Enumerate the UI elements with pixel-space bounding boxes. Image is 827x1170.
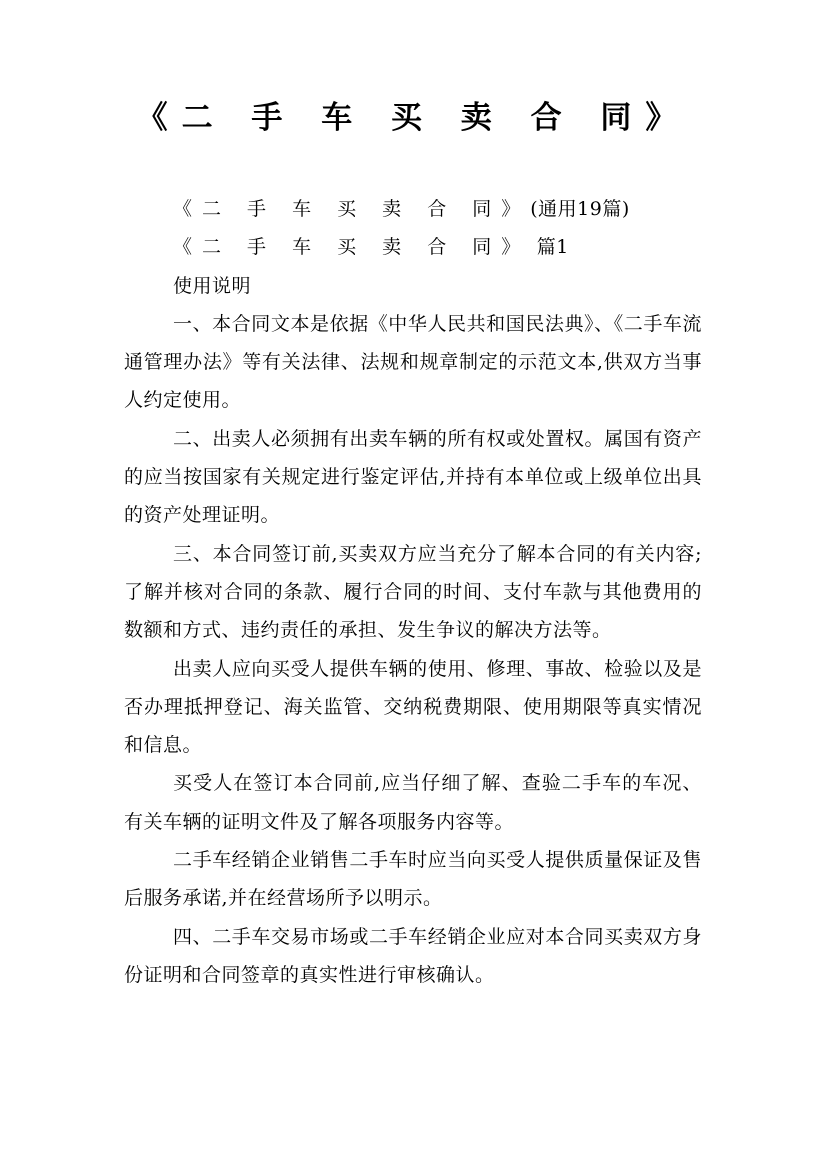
- paragraph: 二、出卖人必须拥有出卖车辆的所有权或处置权。属国有资产的应当按国家有关规定进行鉴定评估,并持有本单位或上级单位出具的资产处理证明。: [124, 427, 702, 527]
- subtitle-suffix: (通用19篇): [530, 198, 630, 220]
- section-main: 《二 手 车 买 卖 合 同》: [173, 236, 531, 259]
- paragraph: 一、本合同文本是依据《中华人民共和国民法典》、《二手车流通管理办法》等有关法律、法规和规章制定的示范文本,供双方当事人约定使用。: [124, 312, 702, 412]
- paragraph: 买受人在签订本合同前,应当仔细了解、查验二手车的车况、有关车辆的证明文件及了解各项服务内容等。: [124, 772, 702, 833]
- paragraph: 出卖人应向买受人提供车辆的使用、修理、事故、检验以及是否办理抵押登记、海关监管、交纳税费期限、使用期限等真实情况和信息。: [124, 657, 702, 757]
- subtitle-line: [124, 190, 702, 228]
- document-body: [124, 190, 702, 994]
- usage-heading: 使用说明: [173, 274, 252, 297]
- subtitle-main: 《二 手 车 买 卖 合 同》: [173, 198, 531, 220]
- paragraph: 四、二手车交易市场或二手车经销企业应对本合同买卖双方身份证明和合同签章的真实性进行审核确认。: [124, 925, 702, 986]
- section-suffix: 篇1: [530, 236, 569, 259]
- document-title: 《二 手 车 买 卖 合 同》: [136, 100, 691, 136]
- paragraph: 二手车经销企业销售二手车时应当向买受人提供质量保证及售后服务承诺,并在经营场所予以明示。: [124, 849, 702, 910]
- section-line: [124, 228, 702, 266]
- paragraph: 三、本合同签订前,买卖双方应当充分了解本合同的有关内容;了解并核对合同的条款、履行合同的时间、支付车款与其他费用的数额和方式、违约责任的承担、发生争议的解决方法等。: [124, 542, 702, 642]
